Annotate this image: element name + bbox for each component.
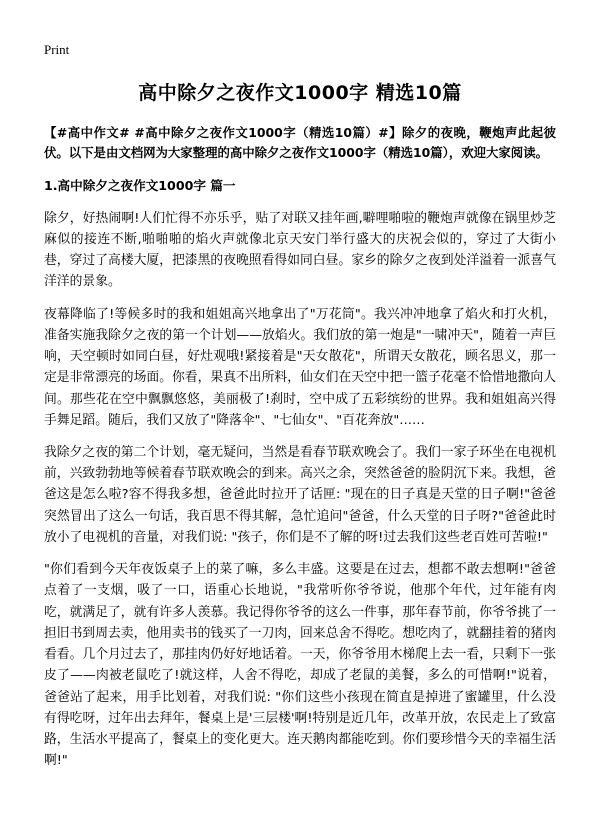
paragraph: 我除夕之夜的第二个计划，毫无疑问，当然是看春节联欢晚会了。我们一家子环坐在电视机前，兴致勃勃地等候着春节联欢晚会的到来。高兴之余，突然爸爸的脸阴沉下来。我想，爸爸这是怎么啦?容不得我多想，爸爸此时拉开了话匣: "现在的日子真是天堂的日子啊!"爸爸突然冒出了这么一句话，我百思不得其解，急忙追问"爸爸，什么天堂的日子呀?"爸爸此时放小了电视机的音量，对我们说: "孩子，你们是不了解的呀!过去我们这些老百姓可苦啦!" <box>44 445 556 545</box>
paragraph: 夜幕降临了!等候多时的我和姐姐高兴地拿出了"万花筒"。我兴冲冲地拿了焰火和打火机，准备实施我除夕之夜的第一个计划——放焰火。我们放的第一炮是"一啸冲天"，随着一声巨响，天空顿时如同白昼，好灶观哦!紧接着是"天女散花"，所谓天女散花，顾名思义，那一定是非常漂亮的场面。你看，果真不出所料，仙女们在天空中把一篮子花毫不恰惜地撒向人间。那些花在空中飘飘悠悠，美丽极了!刹时，空中成了五彩缤纷的世界。我和姐姐高兴得手舞足蹈。随后，我们又放了"降落伞"、"七仙女"、"百花奔放"…… <box>44 306 556 428</box>
page-title: 高中除夕之夜作文1000字 精选10篇 <box>138 81 462 104</box>
section-heading: 1.高中除夕之夜作文1000字 篇一 <box>44 177 236 193</box>
paragraph: 除夕，好热闹啊!人们忙得不亦乐乎，贴了对联又挂年画,噼哩啪啦的鞭炮声就像在锅里炒芝麻似的接连不断,啪啪啪的焰火声就像北京天安门举行盛大的庆祝会似的，穿过了大街小巷，穿过了高楼大厦，把漆黑的夜晚照看得如同白昼。家乡的除夕之夜到处洋溢着一派喜气洋洋的景象。 <box>44 210 556 290</box>
paragraph: "你们看到今天年夜饭桌子上的菜了嘛，多么丰盛。这要是在过去，想都不敢去想啊!"爸爸点着了一支烟，吸了一口，语重心长地说，"我常听你爷爷说，他那个年代，过年能有肉吃，就满足了，就有许多人羡慕。我记得你爷爷的这么一件事，那年春节前，你爷爷挑了一担旧书到周去卖，他用卖书的钱买了一刀肉，回来总舍不得吃。想吃肉了，就翻挂着的猪肉看看。几个月过去了，那挂肉仍好好地话着。一天，你爷爷用木梯爬上去一看，只剩下一张皮了——肉被老鼠吃了!就这样，人舍不得吃，却成了老鼠的美餐，多么的可惜啊!"说着，爸爸站了起来，用手比划着，对我们说: "你们这些小孩现在简直是掉进了蜜罐里，什么没有得吃呀，过年出去拜年，餐桌上是'三层楼'啊!特别是近几年，改革开放，农民走上了致富路，生活水平提高了，餐桌上的变化更大。连天鹅肉都能吃到。你们要珍惜今天的幸福生活啊!" <box>44 562 556 769</box>
print-label: Print <box>44 42 70 57</box>
document-lead: 【#高中作文# #高中除夕之夜作文1000字（精选10篇）#】除夕的夜晚，鞭炮声此起彼伏。以下是由文档网为大家整理的高中除夕之夜作文1000字（精选10篇），欢迎大家阅读。 <box>44 124 556 160</box>
